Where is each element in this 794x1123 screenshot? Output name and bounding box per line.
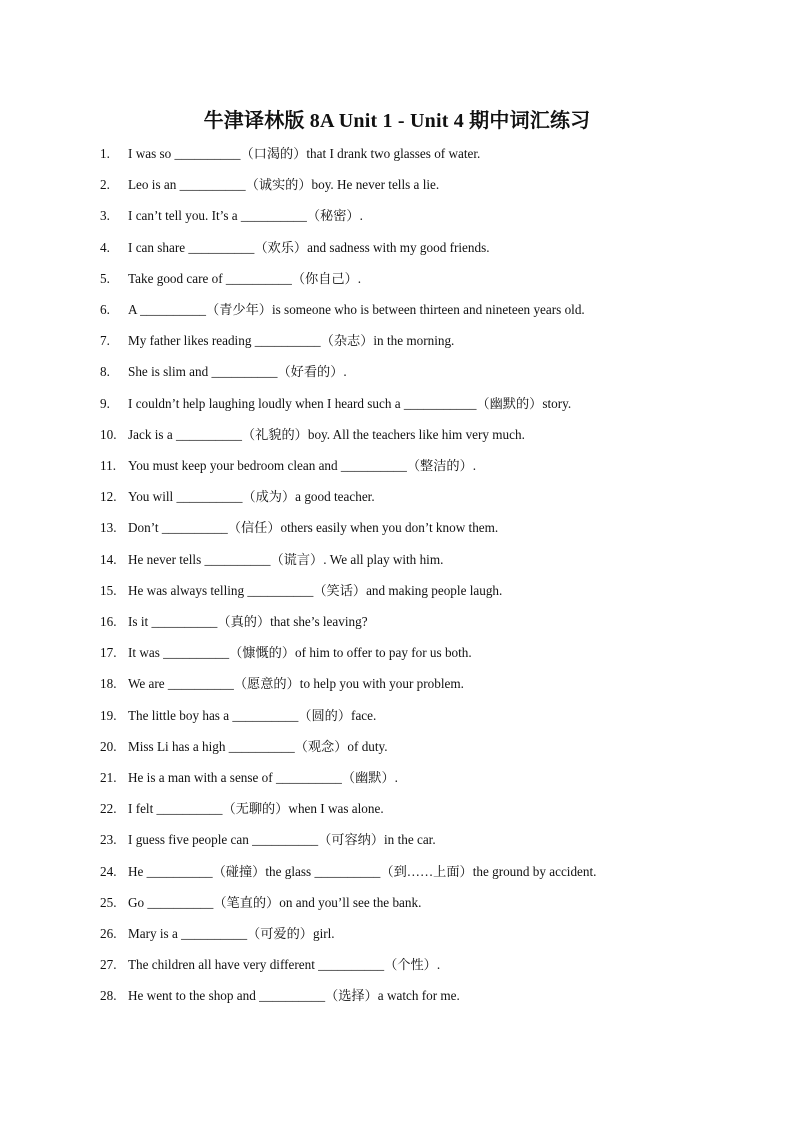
exercise-number: 18. <box>100 676 117 692</box>
exercise-number: 26. <box>100 926 117 941</box>
exercise-number: 13. <box>100 520 117 536</box>
exercise-sentence: Miss Li has a high __________（观念）of duty. <box>128 738 388 754</box>
exercise-number: 16. <box>100 614 117 629</box>
exercise-sentence: Is it __________（真的）that she’s leaving? <box>128 614 368 629</box>
exercise-number: 12. <box>100 489 117 505</box>
exercise-sentence: Mary is a __________（可爱的）girl. <box>128 926 335 941</box>
exercise-item <box>0 269 794 289</box>
exercise-sentence: He was always telling __________（笑话）and making people laugh. <box>128 582 503 598</box>
exercise-item <box>0 768 794 788</box>
exercise-sentence: She is slim and __________（好看的）. <box>128 364 347 380</box>
exercise-number: 23. <box>100 832 117 848</box>
exercise-sentence: You will __________（成为）a good teacher. <box>128 489 375 505</box>
exercise-sentence: I guess five people can __________（可容纳）in the car. <box>128 832 436 848</box>
exercise-sentence: My father likes reading __________（杂志）in the morning. <box>128 333 455 349</box>
exercise-item <box>0 144 794 164</box>
exercise-sentence: He is a man with a sense of __________（幽默）. <box>128 770 398 785</box>
exercise-number: 6. <box>100 302 110 317</box>
exercise-number: 3. <box>100 208 110 224</box>
exercise-sentence: He __________（碰撞）the glass __________（到……上面）the ground by accident. <box>128 863 597 879</box>
exercise-number: 11. <box>100 458 116 473</box>
exercise-number: 14. <box>100 551 117 567</box>
exercise-sentence: He went to the shop and __________（选择）a watch for me. <box>128 988 460 1004</box>
exercise-sentence: I was so __________（口渴的）that I drank two glasses of water. <box>128 146 481 161</box>
exercise-number: 10. <box>100 426 117 442</box>
exercise-sentence: The little boy has a __________（圆的）face. <box>128 707 377 723</box>
exercise-sentence: I can’t tell you. It’s a __________（秘密）. <box>128 208 363 224</box>
exercise-sentence: Take good care of __________（你自己）. <box>128 270 362 286</box>
exercise-sentence: I felt __________（无聊的）when I was alone. <box>128 801 384 817</box>
exercise-sentence: The children all have very different __________（个性）. <box>128 957 441 973</box>
exercise-item <box>0 300 794 320</box>
exercise-sentence: He never tells __________（谎言）. We all play with him. <box>128 551 444 567</box>
exercise-number: 5. <box>100 270 110 286</box>
exercise-sentence: I couldn’t help laughing loudly when I heard such a ___________（幽默的）story. <box>128 395 572 411</box>
exercise-number: 4. <box>100 239 110 255</box>
exercise-number: 8. <box>100 364 110 380</box>
exercise-item <box>0 674 794 694</box>
exercise-item <box>0 924 794 944</box>
exercise-item <box>0 238 794 258</box>
exercise-item <box>0 206 794 226</box>
exercise-item <box>0 518 794 538</box>
exercise-item <box>0 799 794 819</box>
exercise-item <box>0 643 794 663</box>
exercise-item <box>0 425 794 445</box>
exercise-item <box>0 362 794 382</box>
exercise-sentence: A __________（青少年）is someone who is between thirteen and nineteen years old. <box>128 302 585 317</box>
exercise-number: 19. <box>100 707 117 723</box>
exercise-sentence: Go __________（笔直的）on and you’ll see the bank. <box>128 894 422 910</box>
page-title: 牛津译林版 8A Unit 1 - Unit 4 期中词汇练习 <box>203 110 591 132</box>
exercise-number: 17. <box>100 645 117 661</box>
exercise-item <box>0 862 794 882</box>
exercise-number: 2. <box>100 177 110 193</box>
exercise-item <box>0 581 794 601</box>
exercise-sentence: I can share __________（欢乐）and sadness with my good friends. <box>128 239 490 255</box>
exercise-item <box>0 394 794 414</box>
exercise-item <box>0 955 794 975</box>
exercise-item <box>0 175 794 195</box>
exercise-item <box>0 487 794 507</box>
exercise-item <box>0 986 794 1006</box>
exercise-item <box>0 706 794 726</box>
exercise-sentence: We are __________（愿意的）to help you with your problem. <box>128 676 464 692</box>
exercise-sentence: Don’t __________（信任）others easily when you don’t know them. <box>128 520 499 536</box>
exercise-sentence: Jack is a __________（礼貌的）boy. All the teachers like him very much. <box>128 426 525 442</box>
exercise-item <box>0 893 794 913</box>
exercise-number: 20. <box>100 738 117 754</box>
exercise-item <box>0 456 794 476</box>
exercise-number: 21. <box>100 770 117 785</box>
exercise-item <box>0 550 794 570</box>
exercise-sentence: Leo is an __________（诚实的）boy. He never tells a lie. <box>128 177 440 193</box>
exercise-sentence: You must keep your bedroom clean and __________（整洁的）. <box>128 458 477 473</box>
exercise-number: 7. <box>100 333 110 349</box>
exercise-item <box>0 830 794 850</box>
exercise-sentence: It was __________（慷慨的）of him to offer to pay for us both. <box>128 645 472 661</box>
exercise-number: 22. <box>100 801 117 817</box>
exercise-item <box>0 737 794 757</box>
exercise-item <box>0 331 794 351</box>
exercise-number: 15. <box>100 582 117 598</box>
exercise-number: 24. <box>100 863 117 879</box>
exercise-number: 28. <box>100 988 117 1004</box>
exercise-number: 25. <box>100 894 117 910</box>
exercise-item <box>0 612 794 632</box>
exercise-number: 9. <box>100 395 110 411</box>
exercise-number: 27. <box>100 957 117 973</box>
exercise-number: 1. <box>100 146 110 161</box>
